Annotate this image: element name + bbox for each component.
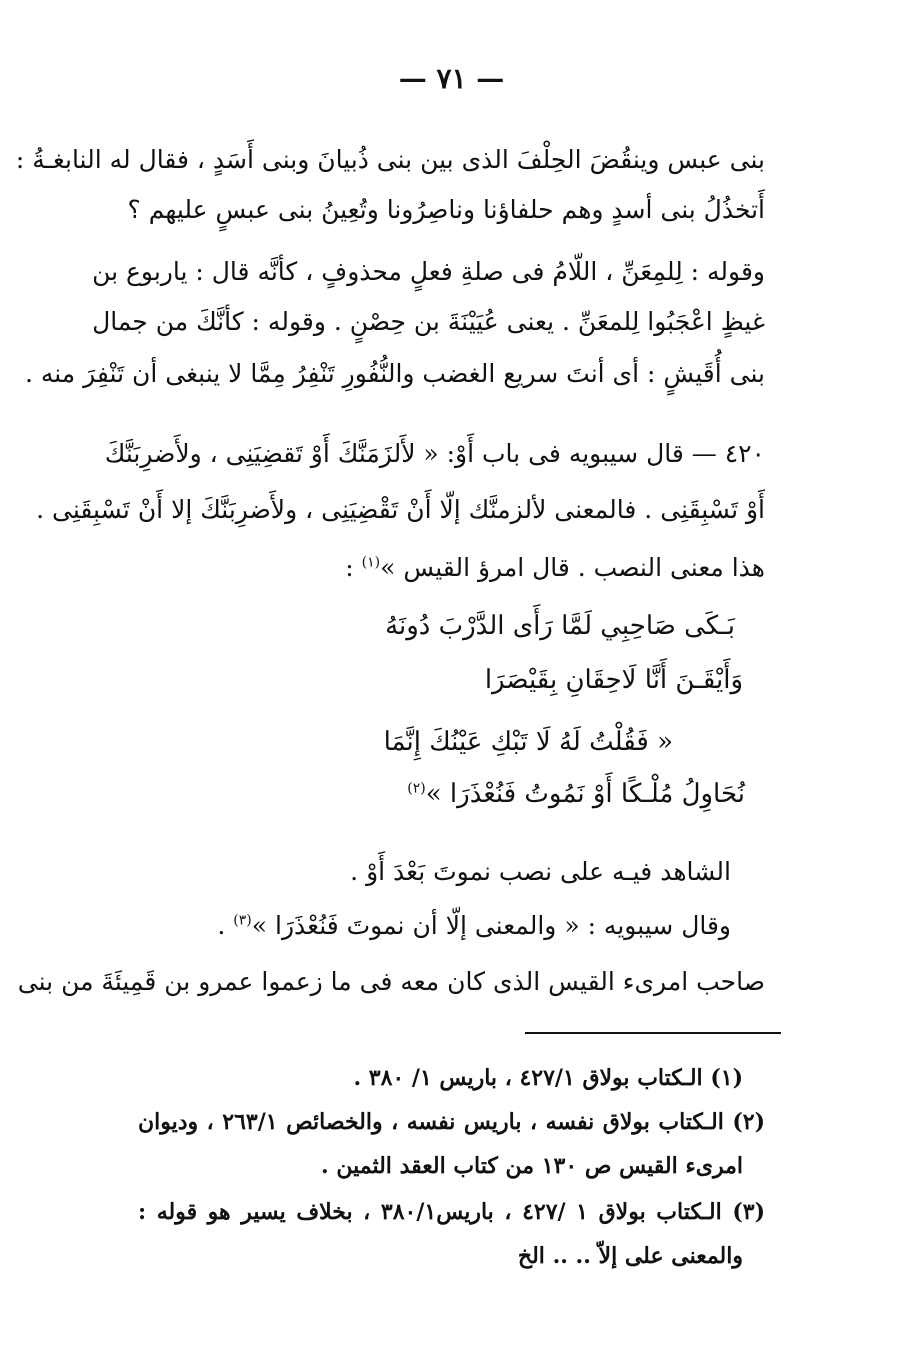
footnote-mark-1: (١) <box>361 554 381 571</box>
body-line-10: وقال سيبويه : « والمعنى إلّا أن نموتَ فَنُعْذَرَا »$^{(٣)}$ . <box>217 911 731 940</box>
footnote-mark-3: (٣) <box>233 912 252 929</box>
body-line-3: وقوله : لِلمِعَنِّ ، اللّامُ فى صلةِ فعلٍ محذوفٍ ، كأنَّه قال : ياربوع بن <box>92 257 765 286</box>
verse-4-text: نُحَاوِلُ مُلْـكًا أَوْ نَمُوتُ فَنُعْذَرَا » <box>425 779 745 809</box>
body-line-8-text: هذا معنى النصب . قال امرؤ القيس » <box>380 553 765 582</box>
footnote-mark-2: (٢) <box>407 780 426 797</box>
body-line-4: غيظٍ اعْجَبُوا لِلمعَنِّ . يعنى عُيَيْنَةَ بن حِصْنٍ . وقوله : كأنَّكَ من جمال <box>92 307 765 336</box>
body-line-11: صاحب امرىء القيس الذى كان معه فى ما زعموا عمرو بن قَمِيئَةَ من بنى <box>17 967 765 996</box>
verse-4 <box>407 772 745 816</box>
footnote-1: (١) الـكتاب بولاق ٤٢٧/١ ، باريس ١/ ٣٨٠ . <box>353 1065 743 1091</box>
page-number: — ٧١ — <box>398 62 505 95</box>
body-line-8: هذا معنى النصب . قال امرؤ القيس »$^{(١)}$ : <box>345 553 765 582</box>
body-line-1: بنى عبس وينقُضَ الحِلْفَ الذى بين بنى ذُبيانَ وبنى أَسَدٍ ، فقال له النابغـةُ : <box>15 145 765 174</box>
footnote-separator <box>525 1032 781 1034</box>
verse-2: وَأَيْقَـنَ أَنَّا لَاحِقَانِ بِقَيْصَرَا <box>484 665 743 695</box>
footnote-3-line-1: (٣) الـكتاب بولاق ١ /٤٢٧ ، باريس٣٨٠/١ ، بخلاف يسير هو قوله : <box>138 1199 765 1225</box>
body-line-7: أَوْ تَسْبِقَنِى . فالمعنى لألزمنَّك إلّا أَنْ تَقْضِيَنِى ، ولأَضرِبَنَّكَ إلا أَنْ تَسْبِقَنِى . <box>36 495 765 524</box>
verse-3: « فَقُلْتُ لَهُ لَا تَبْكِ عَيْنُكَ إِنَّمَا <box>383 727 673 757</box>
body-line-2: أَتخذُلُ بنى أسدٍ وهم حلفاؤنا وناصِرُونا وتُعِينُ بنى عبسٍ عليهم ؟ <box>127 195 765 224</box>
footnote-2-line-1: (٢) الـكتاب بولاق نفسه ، باريس نفسه ، والخصائص ٢٦٣/١ ، وديوان <box>138 1109 765 1135</box>
footnote-2-line-2: امرىء القيس ص ١٣٠ من كتاب العقد الثمين . <box>321 1153 743 1179</box>
verse-1: بَـكَى صَاحِبِي لَمَّا رَأَى الدَّرْبَ دُونَهُ <box>385 611 735 641</box>
body-line-6: ٤٢٠ — قال سيبويه فى باب أَوْ: « لأَلزَمَنَّكَ أَوْ تَقضِيَنِى ، ولأَضرِبَنَّكَ <box>104 439 765 468</box>
body-line-10-text: وقال سيبويه : « والمعنى إلّا أن نموتَ فَنُعْذَرَا » <box>251 911 731 940</box>
body-line-9: الشاهد فيـه على نصب نموتَ بَعْدَ أَوْ . <box>350 857 731 886</box>
footnote-3-line-2: والمعنى على إلاّ .. .. الخ <box>517 1243 743 1269</box>
body-line-5: بنى أُقَيشٍ : أى أنتَ سريع الغضب والنُّفُورِ تَنْفِرُ مِمَّا لا ينبغى أن تَنْفِرَ منه . <box>24 359 765 388</box>
